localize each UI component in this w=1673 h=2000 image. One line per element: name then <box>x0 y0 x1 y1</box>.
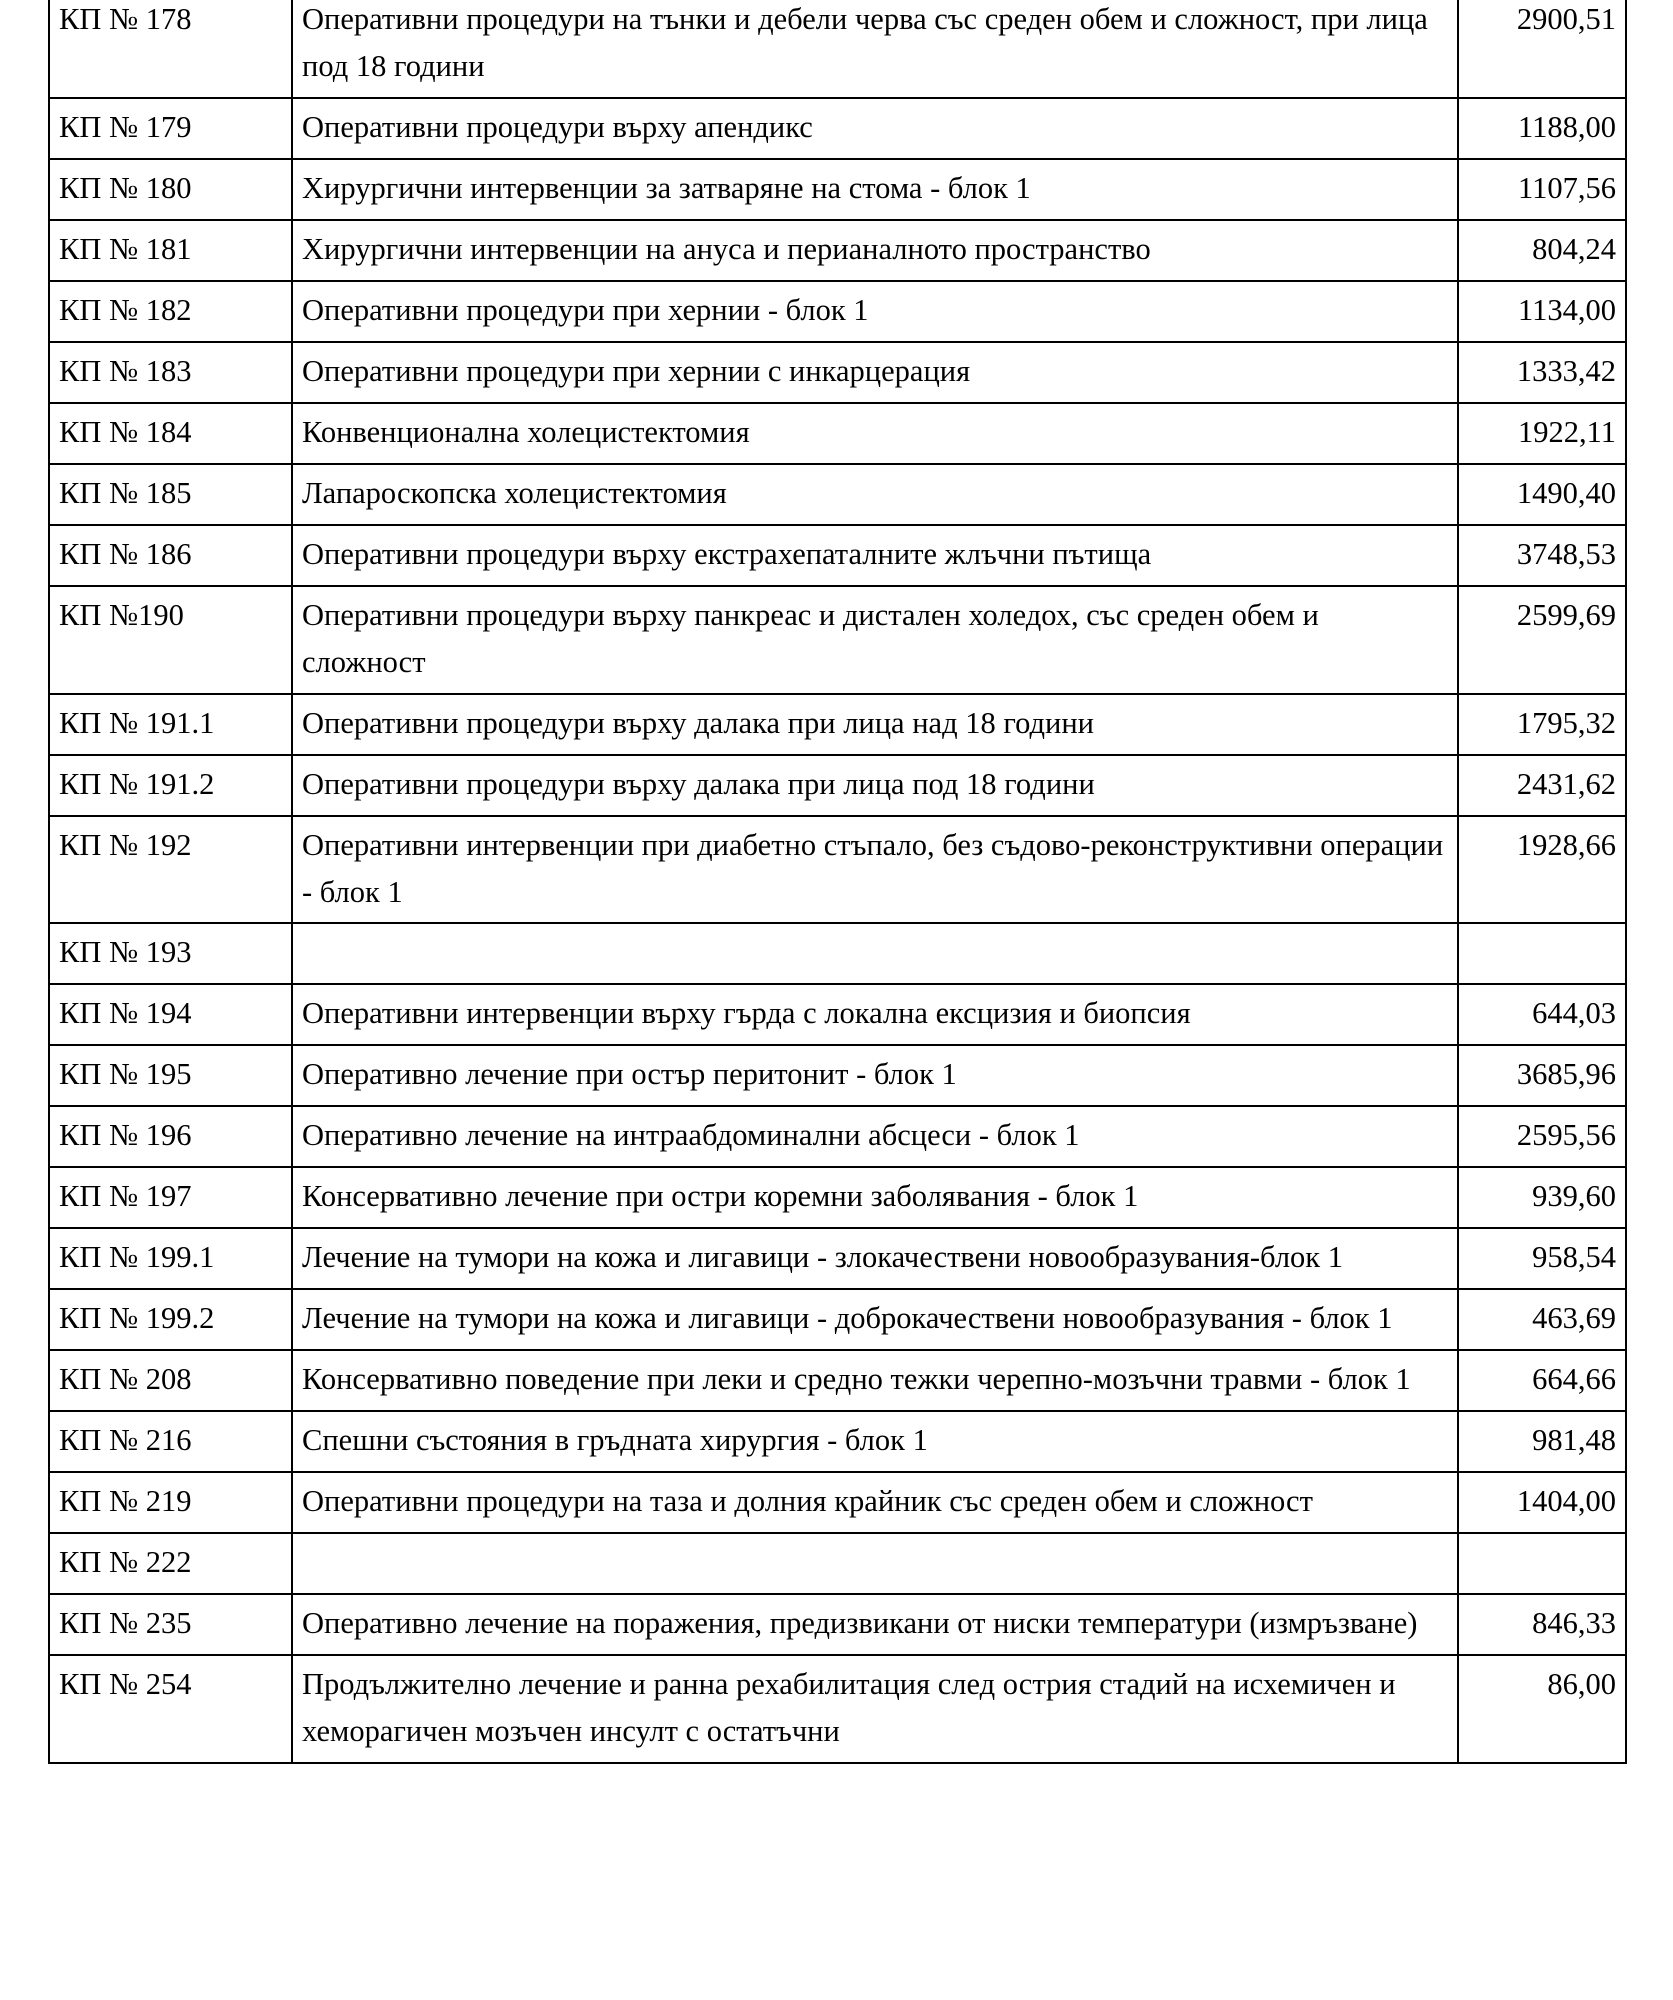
pathway-description-cell: Спешни състояния в гръдната хирургия - блок 1 <box>292 1411 1458 1472</box>
table-row <box>49 281 1626 342</box>
pathway-price-cell: 1107,56 <box>1458 159 1626 220</box>
pathway-description-cell: Оперативни процедури върху апендикс <box>292 98 1458 159</box>
pathway-price-cell: 664,66 <box>1458 1350 1626 1411</box>
pathway-code-cell: КП № 208 <box>49 1350 292 1411</box>
pathway-price-cell: 2599,69 <box>1458 586 1626 694</box>
pathway-code-cell: КП № 197 <box>49 1167 292 1228</box>
table-row <box>49 1533 1626 1594</box>
pathway-code-cell: КП № 199.2 <box>49 1289 292 1350</box>
pathway-price-cell: 1928,66 <box>1458 816 1626 924</box>
pathway-description-cell <box>292 1533 1458 1594</box>
pathway-price-cell: 2595,56 <box>1458 1106 1626 1167</box>
pathway-description-cell: Оперативни интервенции при диабетно стъпало, без съдово-реконструктивни операции - блок 1 <box>292 816 1458 924</box>
pathway-price-cell: 3685,96 <box>1458 1045 1626 1106</box>
pathway-code-cell: КП № 178 <box>49 0 292 98</box>
table-row <box>49 1289 1626 1350</box>
pathway-code-cell: КП № 193 <box>49 923 292 984</box>
pathway-price-cell: 981,48 <box>1458 1411 1626 1472</box>
pathway-code-cell: КП №190 <box>49 586 292 694</box>
table-row <box>49 755 1626 816</box>
table-row <box>49 525 1626 586</box>
pathway-price-cell: 463,69 <box>1458 1289 1626 1350</box>
pathway-price-cell <box>1458 923 1626 984</box>
table-row <box>49 403 1626 464</box>
table-row <box>49 586 1626 694</box>
pathway-price-cell: 2431,62 <box>1458 755 1626 816</box>
pathway-description-cell: Лечение на тумори на кожа и лигавици - доброкачествени новообразувания - блок 1 <box>292 1289 1458 1350</box>
pathway-description-cell: Оперативно лечение при остър перитонит - блок 1 <box>292 1045 1458 1106</box>
pathway-price-cell: 846,33 <box>1458 1594 1626 1655</box>
pathway-code-cell: КП № 199.1 <box>49 1228 292 1289</box>
pathway-description-cell: Оперативни процедури на тънки и дебели черва със среден обем и сложност, при лица под 18 години <box>292 0 1458 98</box>
pathway-description-cell: Оперативни процедури на таза и долния крайник със среден обем и сложност <box>292 1472 1458 1533</box>
pathway-price-cell: 1795,32 <box>1458 694 1626 755</box>
pathway-price-cell: 3748,53 <box>1458 525 1626 586</box>
pathway-code-cell: КП № 191.1 <box>49 694 292 755</box>
pathway-code-cell: КП № 179 <box>49 98 292 159</box>
table-row <box>49 1106 1626 1167</box>
pathway-description-cell: Оперативно лечение на поражения, предизвикани от ниски температури (измръзване) <box>292 1594 1458 1655</box>
pathway-code-cell: КП № 191.2 <box>49 755 292 816</box>
pathway-price-cell: 1134,00 <box>1458 281 1626 342</box>
table-row <box>49 1594 1626 1655</box>
pathway-description-cell: Оперативни процедури върху далака при лица над 18 години <box>292 694 1458 755</box>
pathway-code-cell: КП № 195 <box>49 1045 292 1106</box>
pathway-code-cell: КП № 180 <box>49 159 292 220</box>
pathway-code-cell: КП № 216 <box>49 1411 292 1472</box>
pathway-code-cell: КП № 185 <box>49 464 292 525</box>
pathway-code-cell: КП № 184 <box>49 403 292 464</box>
pathway-price-cell: 939,60 <box>1458 1167 1626 1228</box>
clinical-pathways-table <box>48 0 1627 1764</box>
pathway-code-cell: КП № 219 <box>49 1472 292 1533</box>
pathway-description-cell: Лапароскопска холецистектомия <box>292 464 1458 525</box>
table-body <box>49 0 1626 1763</box>
pathway-price-cell: 958,54 <box>1458 1228 1626 1289</box>
pathway-price-cell: 1922,11 <box>1458 403 1626 464</box>
table-row <box>49 98 1626 159</box>
pathway-description-cell: Продължително лечение и ранна рехабилитация след острия стадий на исхемичен и хеморагичен мозъчен инсулт с остатъчни <box>292 1655 1458 1763</box>
pathway-description-cell: Оперативни процедури при хернии - блок 1 <box>292 281 1458 342</box>
pathway-description-cell: Консервативно поведение при леки и средно тежки черепно-мозъчни травми - блок 1 <box>292 1350 1458 1411</box>
pathway-code-cell: КП № 235 <box>49 1594 292 1655</box>
pathway-code-cell: КП № 181 <box>49 220 292 281</box>
pathway-description-cell: Оперативно лечение на интраабдоминални абсцеси - блок 1 <box>292 1106 1458 1167</box>
pathway-price-cell: 804,24 <box>1458 220 1626 281</box>
pathway-description-cell: Оперативни процедури при хернии с инкарцерация <box>292 342 1458 403</box>
table-row <box>49 220 1626 281</box>
pathway-code-cell: КП № 192 <box>49 816 292 924</box>
pathway-description-cell: Хирургични интервенции за затваряне на стома - блок 1 <box>292 159 1458 220</box>
table-row <box>49 1655 1626 1763</box>
table-row <box>49 984 1626 1045</box>
pathway-price-cell: 2900,51 <box>1458 0 1626 98</box>
table-row <box>49 816 1626 924</box>
pathway-description-cell: Консервативно лечение при остри коремни заболявания - блок 1 <box>292 1167 1458 1228</box>
table-row <box>49 1167 1626 1228</box>
table-row <box>49 1228 1626 1289</box>
pathway-price-cell: 86,00 <box>1458 1655 1626 1763</box>
pathway-price-cell: 1490,40 <box>1458 464 1626 525</box>
table-row <box>49 1045 1626 1106</box>
pathway-code-cell: КП № 196 <box>49 1106 292 1167</box>
pathway-code-cell: КП № 186 <box>49 525 292 586</box>
pathway-description-cell: Оперативни процедури върху екстрахепаталните жлъчни пътища <box>292 525 1458 586</box>
pathway-price-cell: 1404,00 <box>1458 1472 1626 1533</box>
table-row <box>49 1472 1626 1533</box>
pathway-description-cell: Конвенционална холецистектомия <box>292 403 1458 464</box>
table-row <box>49 923 1626 984</box>
pathway-code-cell: КП № 194 <box>49 984 292 1045</box>
pathway-code-cell: КП № 254 <box>49 1655 292 1763</box>
pathway-price-cell <box>1458 1533 1626 1594</box>
pathway-code-cell: КП № 182 <box>49 281 292 342</box>
pathway-price-cell: 1333,42 <box>1458 342 1626 403</box>
pathway-description-cell: Лечение на тумори на кожа и лигавици - злокачествени новообразувания-блок 1 <box>292 1228 1458 1289</box>
table-row <box>49 159 1626 220</box>
table-row <box>49 1411 1626 1472</box>
pathway-description-cell: Хирургични интервенции на ануса и перианалното пространство <box>292 220 1458 281</box>
table-row <box>49 342 1626 403</box>
pathway-price-cell: 1188,00 <box>1458 98 1626 159</box>
table-row <box>49 694 1626 755</box>
pathway-description-cell: Оперативни процедури върху панкреас и дистален холедох, със среден обем и сложност <box>292 586 1458 694</box>
pathway-description-cell: Оперативни процедури върху далака при лица под 18 години <box>292 755 1458 816</box>
pathway-description-cell <box>292 923 1458 984</box>
table-row <box>49 0 1626 98</box>
pathway-code-cell: КП № 222 <box>49 1533 292 1594</box>
pathway-code-cell: КП № 183 <box>49 342 292 403</box>
pathway-price-cell: 644,03 <box>1458 984 1626 1045</box>
pathway-description-cell: Оперативни интервенции върху гърда с локална ексцизия и биопсия <box>292 984 1458 1045</box>
table-row <box>49 464 1626 525</box>
table-row <box>49 1350 1626 1411</box>
